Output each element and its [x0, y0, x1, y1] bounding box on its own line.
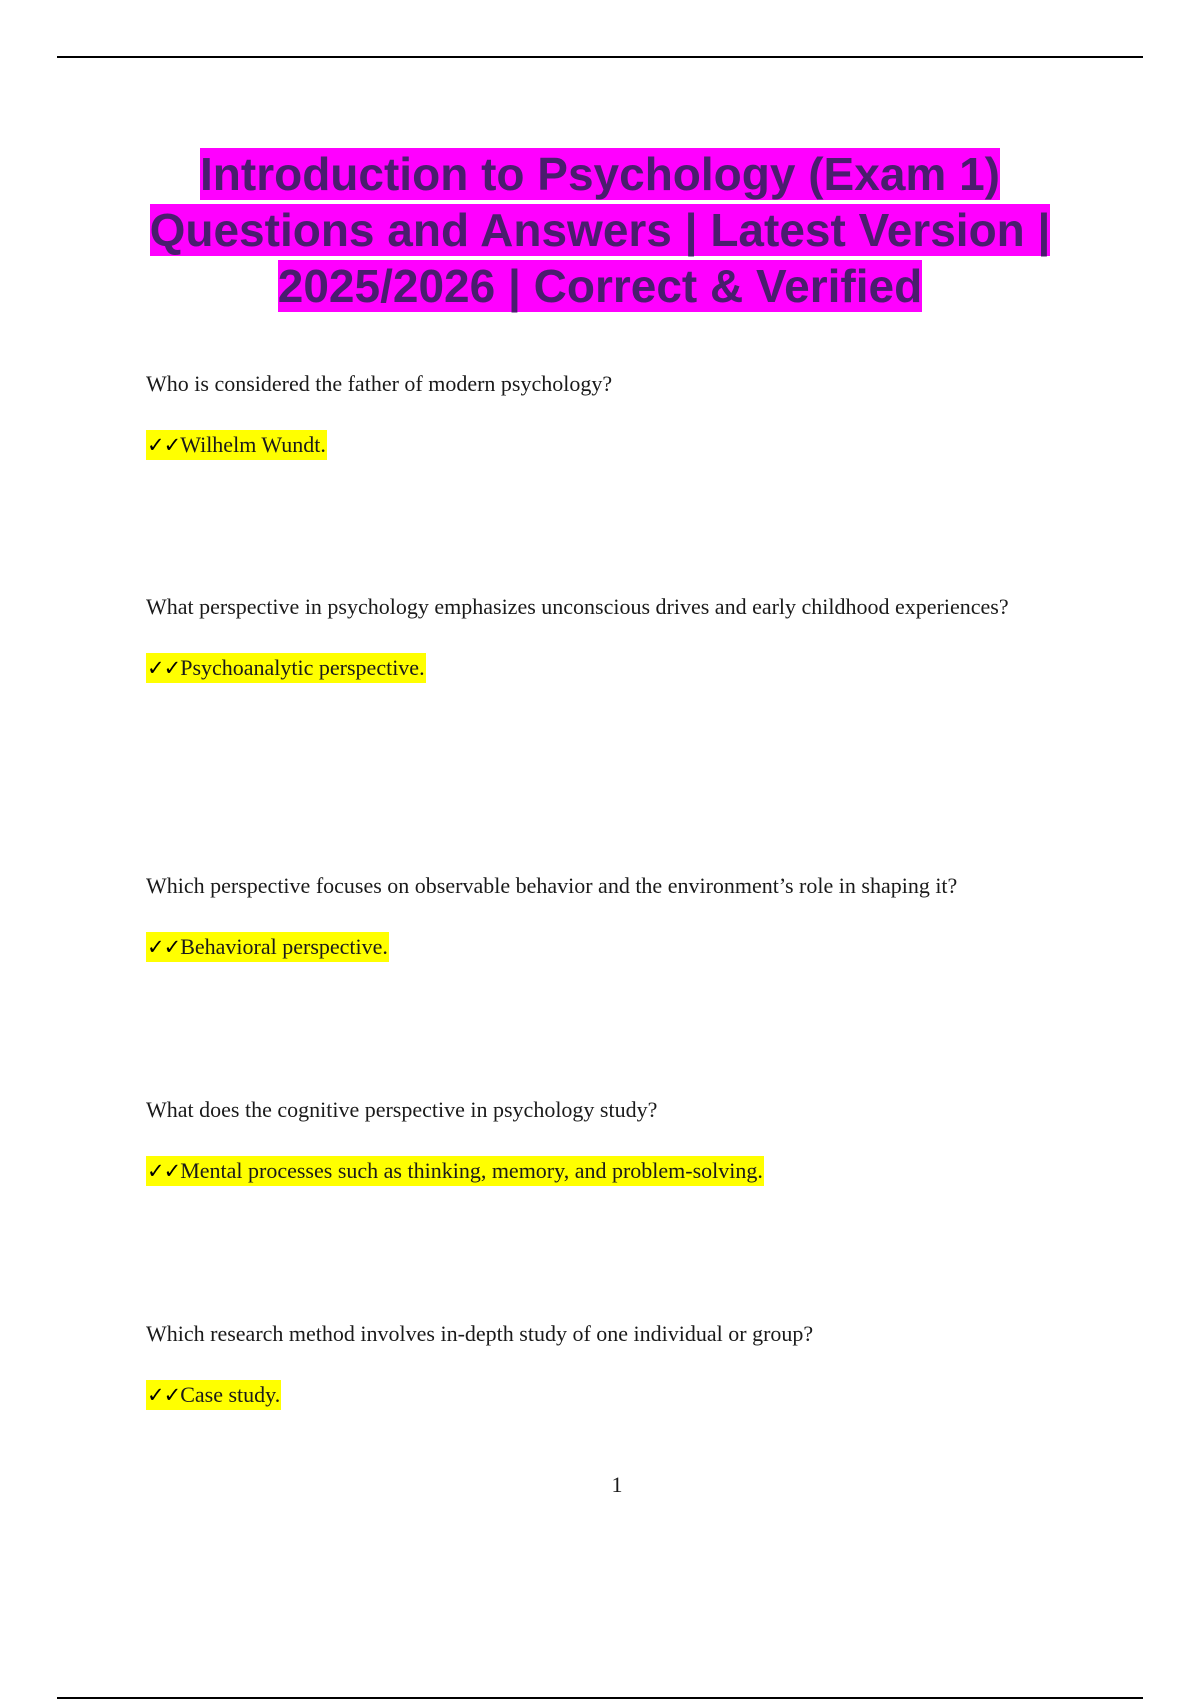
footer-rule	[57, 1697, 1143, 1699]
question-3: Which perspective focuses on observable behavior and the environment’s role in shaping it?	[146, 873, 958, 898]
header-rule	[57, 56, 1143, 58]
question-1: Who is considered the father of modern psychology?	[146, 371, 613, 396]
document-title-block	[110, 146, 1090, 314]
answer-2	[146, 653, 426, 683]
answer-5-text: Case study.	[180, 1382, 281, 1407]
answer-3-text: Behavioral perspective.	[180, 934, 388, 959]
document-title: Introduction to Psychology (Exam 1) Questions and Answers | Latest Version | 2025/2026 | Correct & Verified	[149, 148, 1051, 312]
check-icon: ✓✓	[147, 935, 181, 959]
check-icon: ✓✓	[147, 1383, 181, 1407]
qa-item-5	[146, 1306, 1066, 1410]
question-5: Which research method involves in-depth study of one individual or group?	[146, 1321, 814, 1346]
answer-1	[146, 430, 327, 460]
answer-3	[146, 932, 389, 962]
qa-item-4	[146, 1082, 1066, 1186]
qa-item-1	[146, 356, 1066, 460]
answer-4	[146, 1156, 764, 1186]
question-2: What perspective in psychology emphasizes unconscious drives and early childhood experiences?	[146, 594, 1009, 619]
qa-item-2	[146, 579, 1066, 683]
qa-item-3	[146, 858, 1066, 962]
answer-1-text: Wilhelm Wundt.	[180, 432, 326, 457]
answer-2-text: Psychoanalytic perspective.	[180, 655, 425, 680]
check-icon: ✓✓	[147, 656, 181, 680]
question-4: What does the cognitive perspective in psychology study?	[146, 1097, 658, 1122]
page-number: 1	[611, 1472, 623, 1497]
answer-4-text: Mental processes such as thinking, memory, and problem-solving.	[180, 1158, 763, 1183]
check-icon: ✓✓	[147, 433, 181, 457]
answer-5	[146, 1380, 281, 1410]
check-icon: ✓✓	[147, 1159, 181, 1183]
